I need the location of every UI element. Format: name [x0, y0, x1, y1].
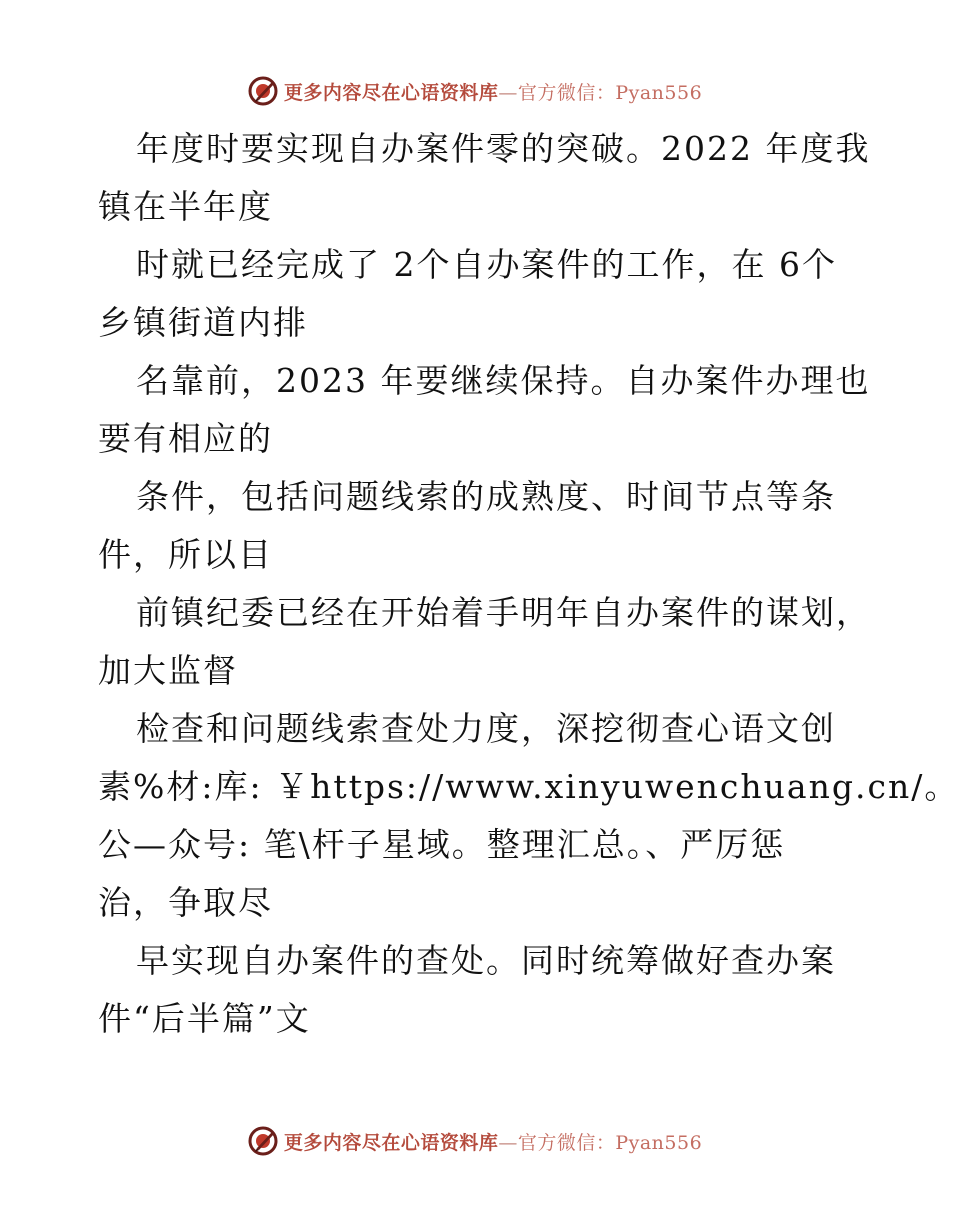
footer-banner-main: 更多内容尽在心语资料库 — [283, 1131, 499, 1154]
body-line: 公—众号: 笔\杆子星域。整理汇总。、严厉惩 — [98, 825, 786, 864]
body-line: 加大监督 — [98, 651, 238, 690]
body-line: 条件，包括问题线索的成熟度、时间节点等条 — [136, 477, 836, 516]
footer-banner — [0, 1121, 950, 1161]
footer-banner-sub: 官方微信：Pyan556 — [517, 1131, 703, 1154]
body-line: 前镇纪委已经在开始着手明年自办案件的谋划， — [136, 593, 871, 632]
pen-logo-icon — [248, 1126, 278, 1156]
body-line: 件，所以目 — [98, 535, 273, 574]
document-body — [98, 120, 959, 1048]
body-line: 乡镇街道内排 — [98, 303, 308, 342]
body-line: 镇在半年度 — [98, 187, 273, 226]
header-banner — [0, 71, 950, 111]
body-line: 早实现自办案件的查处。同时统筹做好查办案 — [136, 941, 836, 980]
footer-banner-dash: — — [498, 1131, 518, 1154]
header-banner-dash: — — [498, 81, 518, 104]
pen-logo-icon — [248, 76, 278, 106]
body-line: 时就已经完成了 2个自办案件的工作，在 6个 — [136, 245, 837, 284]
body-line: 治，争取尽 — [98, 883, 273, 922]
body-line: 年度时要实现自办案件零的突破。2022 年度我 — [136, 129, 871, 168]
header-banner-main: 更多内容尽在心语资料库 — [283, 81, 499, 104]
header-banner-text — [284, 78, 702, 105]
body-line: 要有相应的 — [98, 419, 273, 458]
header-banner-sub: 官方微信：Pyan556 — [517, 81, 703, 104]
body-line: 名靠前，2023 年要继续保持。自办案件办理也 — [136, 361, 871, 400]
footer-banner-text — [284, 1128, 702, 1155]
body-line: 检查和问题线索查处力度，深挖彻查心语文创 — [136, 709, 836, 748]
body-line: 素%材:库: ￥https://www.xinyuwenchuang.cn/。 — [98, 767, 959, 806]
body-line: 件“后半篇”文 — [98, 999, 311, 1038]
